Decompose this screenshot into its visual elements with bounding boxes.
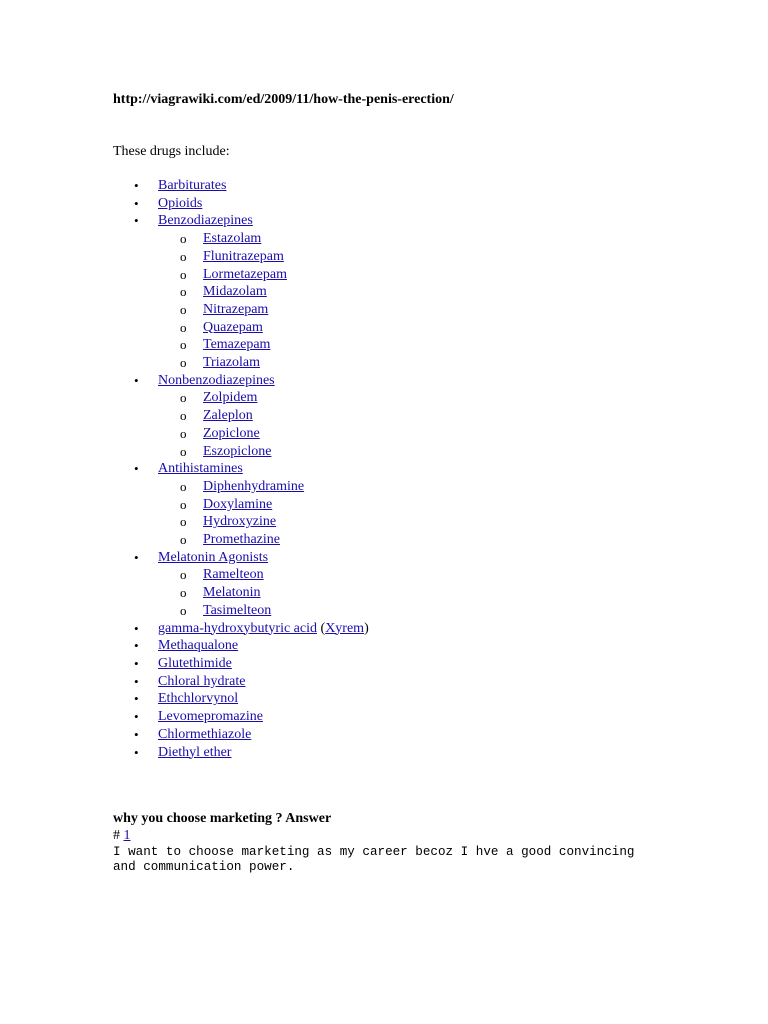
drug-alias-link[interactable]: Xyrem xyxy=(325,620,365,636)
drug-sub-link[interactable]: Doxylamine xyxy=(203,496,273,512)
question-heading: why you choose marketing ? Answer xyxy=(113,811,332,826)
drug-sublist-item xyxy=(158,425,369,443)
drug-sub-link[interactable]: Zolpidem xyxy=(203,390,258,406)
drug-sub-link[interactable]: Flunitrazepam xyxy=(203,248,284,264)
drug-sub-link[interactable]: Ramelteon xyxy=(203,567,264,583)
drug-sublist-item xyxy=(158,336,369,354)
drug-list-item xyxy=(113,195,369,213)
drug-sublist-item xyxy=(158,513,369,531)
drug-sub-link[interactable]: Diphenhydramine xyxy=(203,478,305,494)
drug-sublist xyxy=(158,478,369,549)
drug-list-item xyxy=(113,708,369,726)
drug-link[interactable]: gamma-hydroxybutyric acid xyxy=(158,620,318,636)
drug-sub-link[interactable]: Quazepam xyxy=(203,319,263,335)
drug-sub-link[interactable]: Tasimelteon xyxy=(203,602,272,618)
drug-link[interactable]: Opioids xyxy=(158,195,203,211)
drug-list-item xyxy=(113,655,369,673)
drug-list-item xyxy=(113,744,369,762)
drug-sublist xyxy=(158,389,369,460)
drug-link[interactable]: Methaqualone xyxy=(158,638,239,654)
drug-sublist-item xyxy=(158,496,369,514)
drug-link[interactable]: Benzodiazepines xyxy=(158,213,253,229)
drug-sub-link[interactable]: Melatonin xyxy=(203,585,261,601)
url-heading: http://viagrawiki.com/ed/2009/11/how-the-penis-erection/ xyxy=(113,92,454,107)
drug-sub-link[interactable]: Promethazine xyxy=(203,532,280,548)
drug-link[interactable]: Chloral hydrate xyxy=(158,673,246,689)
drug-sublist-item xyxy=(158,266,369,284)
drug-sub-link[interactable]: Zaleplon xyxy=(203,408,253,424)
drug-list-item xyxy=(113,637,369,655)
drug-list-item xyxy=(113,690,369,708)
drug-sub-link[interactable]: Nitrazepam xyxy=(203,301,269,317)
drug-link[interactable]: Barbiturates xyxy=(158,178,227,193)
drug-sublist xyxy=(158,566,369,619)
drug-sublist-item xyxy=(158,389,369,407)
drug-link[interactable]: Nonbenzodiazepines xyxy=(158,372,275,388)
drug-link[interactable]: Antihistamines xyxy=(158,461,243,477)
drug-sublist-item xyxy=(158,301,369,319)
drug-sublist-item xyxy=(158,602,369,620)
drug-link[interactable]: Diethyl ether xyxy=(158,744,232,760)
drug-sub-link[interactable]: Midazolam xyxy=(203,284,267,300)
drug-sublist-item xyxy=(158,566,369,584)
drug-sublist-item xyxy=(158,584,369,602)
answer-number-link[interactable]: 1 xyxy=(123,828,131,843)
drug-list-item xyxy=(113,460,369,549)
drug-list-item xyxy=(113,372,369,461)
drug-link[interactable]: Levomepromazine xyxy=(158,709,263,725)
drug-list-item xyxy=(113,620,369,638)
drug-link[interactable]: Chlormethiazole xyxy=(158,726,252,742)
drug-list xyxy=(113,177,369,761)
drug-sublist-item xyxy=(158,354,369,372)
drug-sublist-item xyxy=(158,478,369,496)
drug-sub-link[interactable]: Zopiclone xyxy=(203,425,260,441)
drug-sublist-item xyxy=(158,319,369,337)
drug-list-item xyxy=(113,673,369,691)
drug-link[interactable]: Melatonin Agonists xyxy=(158,549,269,565)
paren-open: ( xyxy=(317,620,326,636)
answer-number-prefix: # xyxy=(113,828,124,843)
drug-sub-link[interactable]: Temazepam xyxy=(203,337,271,353)
drug-sublist xyxy=(158,230,369,372)
drug-sub-link[interactable]: Lormetazepam xyxy=(203,266,287,282)
drug-sublist-item xyxy=(158,230,369,248)
drug-list-item xyxy=(113,212,369,371)
drug-list-item xyxy=(113,726,369,744)
drug-sublist-item xyxy=(158,283,369,301)
answer-text: I want to choose marketing as my career becoz I hve a good convincing and communication power. xyxy=(113,845,635,874)
drug-list-item xyxy=(113,549,369,620)
intro-text: These drugs include: xyxy=(113,144,230,159)
drug-link[interactable]: Ethchlorvynol xyxy=(158,691,239,707)
drug-link[interactable]: Glutethimide xyxy=(158,655,232,671)
paren-close: ) xyxy=(364,620,369,636)
drug-sub-link[interactable]: Eszopiclone xyxy=(203,443,272,459)
drug-list-item xyxy=(113,177,369,195)
drug-sublist-item xyxy=(158,248,369,266)
drug-sublist-item xyxy=(158,443,369,461)
answer-number xyxy=(113,828,131,844)
drug-sub-link[interactable]: Estazolam xyxy=(203,231,262,247)
drug-sub-link[interactable]: Triazolam xyxy=(203,355,261,371)
drug-sub-link[interactable]: Hydroxyzine xyxy=(203,514,277,530)
drug-sublist-item xyxy=(158,407,369,425)
drug-sublist-item xyxy=(158,531,369,549)
